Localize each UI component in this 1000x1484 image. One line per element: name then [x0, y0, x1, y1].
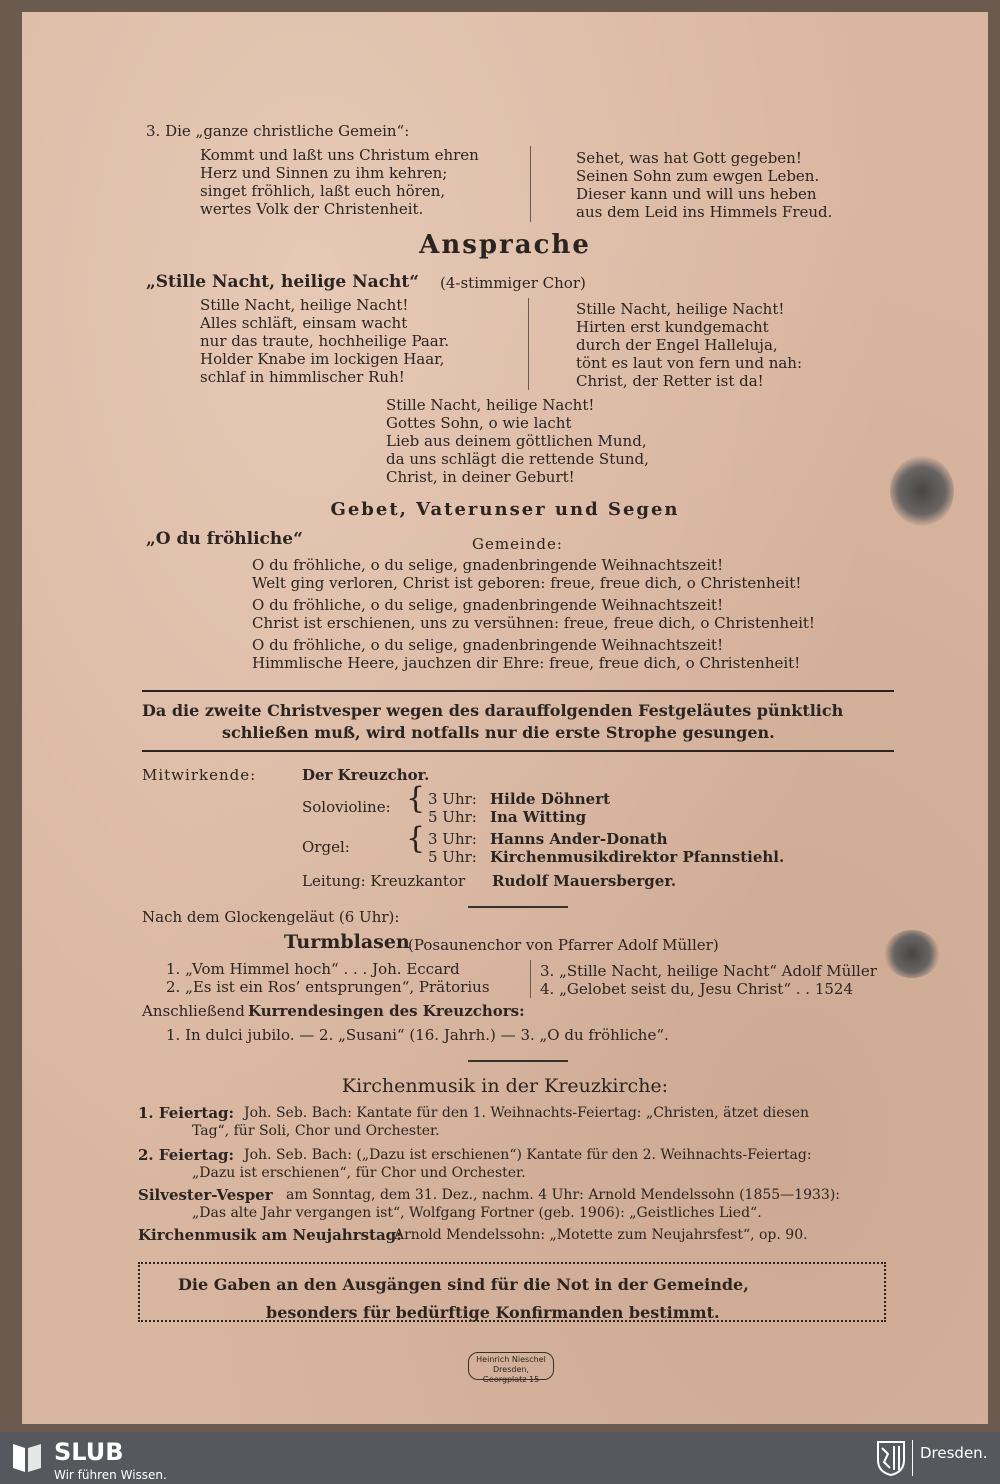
kurrende-label: Anschließend: [142, 1002, 245, 1020]
turm-title: Turmblasen: [284, 931, 410, 953]
feiertag2-label: 2. Feiertag:: [138, 1146, 235, 1164]
hymn3-left-line: Kommt und laßt uns Christum ehren: [200, 146, 479, 164]
kirchenmusik-heading: Kirchenmusik in der Kreuzkirche:: [341, 1075, 669, 1097]
stille-left-line: Holder Knabe im lockigen Haar,: [200, 350, 445, 368]
stille-right-line: Christ, der Retter ist da!: [576, 372, 764, 390]
froehliche-line: O du fröhliche, o du selige, gnadenbringende Weihnachtszeit!: [252, 596, 724, 614]
stille-center-line: Gottes Sohn, o wie lacht: [386, 414, 572, 432]
solo-name: Ina Witting: [490, 808, 587, 826]
orgel-time: 5 Uhr:: [428, 848, 477, 866]
stille-center-line: Christ, in deiner Geburt!: [386, 468, 575, 486]
froehliche-line: O du fröhliche, o du selige, gnadenbringende Weihnachtszeit!: [252, 556, 724, 574]
feiertag2-text: Joh. Seb. Bach: („Dazu ist erschienen“) Kantate für den 2. Weihnachts-Feiertag:: [244, 1147, 812, 1163]
orgel-label: Orgel:: [302, 838, 350, 856]
hymn3-left-line: singet fröhlich, laßt euch hören,: [200, 182, 446, 200]
brace-icon: {: [406, 821, 426, 856]
notice-line: schließen muß, wird notfalls nur die erste Strophe gesungen.: [222, 723, 775, 742]
hymn3-right-line: aus dem Leid ins Himmels Freud.: [576, 203, 833, 221]
mitwirkende-choir: Der Kreuzchor.: [302, 766, 430, 784]
hymn3-right-line: Dieser kann und will uns heben: [576, 185, 817, 203]
stille-left-line: Alles schläft, einsam wacht: [200, 314, 408, 332]
stille-right-line: Stille Nacht, heilige Nacht!: [576, 300, 785, 318]
turm-item: 2. „Es ist ein Ros’ entsprungen“, Prätorius: [166, 978, 490, 996]
kurrende-items: 1. In dulci jubilo. — 2. „Susani“ (16. Jahrh.) — 3. „O du fröhliche“.: [166, 1026, 669, 1044]
turm-item: 4. „Gelobet seist du, Jesu Christ“ . . 1524: [540, 980, 854, 998]
orgel-time: 3 Uhr:: [428, 830, 477, 848]
stamp-line: Heinrich Nieschel: [476, 1355, 546, 1364]
column-divider: [530, 960, 531, 998]
solo-name: Hilde Döhnert: [490, 790, 611, 808]
rule-bottom: [142, 750, 894, 752]
solo-time: 5 Uhr:: [428, 808, 477, 826]
silvester-text: am Sonntag, dem 31. Dez., nachm. 4 Uhr: Arnold Mendelssohn (1855—1933):: [286, 1187, 840, 1203]
divider-short: [468, 1060, 568, 1062]
notice-line: Da die zweite Christvesper wegen des darauffolgenden Festgeläutes pünktlich: [142, 701, 844, 720]
dresden-crest-icon: [876, 1440, 906, 1476]
divider-short: [468, 906, 568, 908]
stille-left-line: nur das traute, hochheilige Paar.: [200, 332, 450, 350]
hymn3-left-line: wertes Volk der Christenheit.: [200, 200, 424, 218]
brace-icon: {: [406, 781, 426, 816]
feiertag1-label: 1. Feiertag:: [138, 1104, 235, 1122]
stille-title: „Stille Nacht, heilige Nacht“: [146, 272, 420, 292]
stille-center-line: da uns schlägt die rettende Stund,: [386, 450, 649, 468]
footer-tagline: Wir führen Wissen.: [54, 1468, 167, 1482]
silvester-text: „Das alte Jahr vergangen ist“, Wolfgang Fortner (geb. 1906): „Geistliches Lied“.: [192, 1205, 762, 1221]
stille-center-line: Lieb aus deinem göttlichen Mund,: [386, 432, 647, 450]
mitwirkende-label: Mitwirkende:: [142, 766, 257, 784]
kurrende-title: Kurrendesingen des Kreuzchors:: [248, 1002, 525, 1020]
rule-top: [142, 690, 894, 692]
turm-item: 1. „Vom Himmel hoch“ . . . Joh. Eccard: [166, 960, 460, 978]
neujahr-text: Arnold Mendelssohn: „Motette zum Neujahrsfest“, op. 90.: [394, 1227, 808, 1243]
footer-city[interactable]: Dresden.: [920, 1444, 988, 1462]
footer-logo[interactable]: SLUB: [54, 1438, 124, 1466]
orgel-name: Hanns Ander-Donath: [490, 830, 668, 848]
feiertag1-text: Joh. Seb. Bach: Kantate für den 1. Weihnachts-Feiertag: „Christen, ätzet diesen: [244, 1105, 810, 1121]
stille-right-line: durch der Engel Halleluja,: [576, 336, 778, 354]
document-page: [22, 12, 988, 1424]
froehliche-line: Welt ging verloren, Christ ist geboren: freue, freue dich, o Christenheit!: [252, 574, 802, 592]
leitung-label: Leitung: Kreuzkantor: [302, 872, 466, 890]
hymn3-left-line: Herz und Sinnen zu ihm kehren;: [200, 164, 448, 182]
gaben-line: besonders für bedürftige Konfirmanden bestimmt.: [266, 1303, 720, 1322]
gaben-line: Die Gaben an den Ausgängen sind für die Not in der Gemeinde,: [178, 1275, 749, 1294]
stille-left-line: schlaf in himmlischer Ruh!: [200, 368, 405, 386]
solo-time: 3 Uhr:: [428, 790, 477, 808]
printer-stamp: [468, 1352, 554, 1384]
silvester-label: Silvester-Vesper: [138, 1186, 273, 1204]
froehliche-line: Christ ist erschienen, uns zu versühnen: freue, freue dich, o Christenheit!: [252, 614, 815, 632]
turm-note: (Posaunenchor von Pfarrer Adolf Müller): [408, 936, 719, 954]
column-divider: [530, 146, 531, 222]
stamp-line: Dresden, Georgplatz 15: [482, 1365, 540, 1384]
froehliche-line: Himmlische Heere, jauchzen dir Ehre: freue, freue dich, o Christenheit!: [252, 654, 801, 672]
stille-center-line: Stille Nacht, heilige Nacht!: [386, 396, 595, 414]
froehliche-line: O du fröhliche, o du selige, gnadenbringende Weihnachtszeit!: [252, 636, 724, 654]
turm-item: 3. „Stille Nacht, heilige Nacht“ Adolf Müller: [540, 962, 877, 980]
hymn3-right-line: Seinen Sohn zum ewgen Leben.: [576, 167, 820, 185]
feiertag2-text: „Dazu ist erschienen“, für Chor und Orchester.: [192, 1165, 526, 1181]
neujahr-label: Kirchenmusik am Neujahrstag:: [138, 1226, 402, 1244]
hymn3-right-line: Sehet, was hat Gott gegeben!: [576, 149, 802, 167]
paper-stain: [884, 930, 940, 978]
footer-divider: [912, 1440, 913, 1476]
orgel-name: Kirchenmusikdirektor Pfannstiehl.: [490, 848, 785, 866]
gebet-heading: Gebet, Vaterunser und Segen: [330, 499, 680, 520]
paper-stain: [890, 456, 954, 526]
feiertag1-text: Tag“, für Soli, Chor und Orchester.: [192, 1123, 440, 1139]
footer-bar: [0, 1432, 1000, 1484]
leitung-name: Rudolf Mauersberger.: [492, 872, 677, 890]
froehliche-title: „O du fröhliche“: [146, 529, 303, 549]
solo-label: Solovioline:: [302, 798, 391, 816]
stille-note: (4-stimmiger Chor): [440, 274, 586, 292]
stille-left-line: Stille Nacht, heilige Nacht!: [200, 296, 409, 314]
stille-right-line: tönt es laut von fern und nah:: [576, 354, 803, 372]
slub-logo-icon: [10, 1438, 44, 1476]
ansprache-heading: Ansprache: [419, 230, 591, 260]
glocken-text: Nach dem Glockengeläut (6 Uhr):: [142, 908, 400, 926]
hymn3-heading: 3. Die „ganze christliche Gemein“:: [146, 122, 410, 140]
column-divider: [528, 298, 529, 390]
froehliche-note: Gemeinde:: [472, 535, 563, 553]
stille-right-line: Hirten erst kundgemacht: [576, 318, 769, 336]
